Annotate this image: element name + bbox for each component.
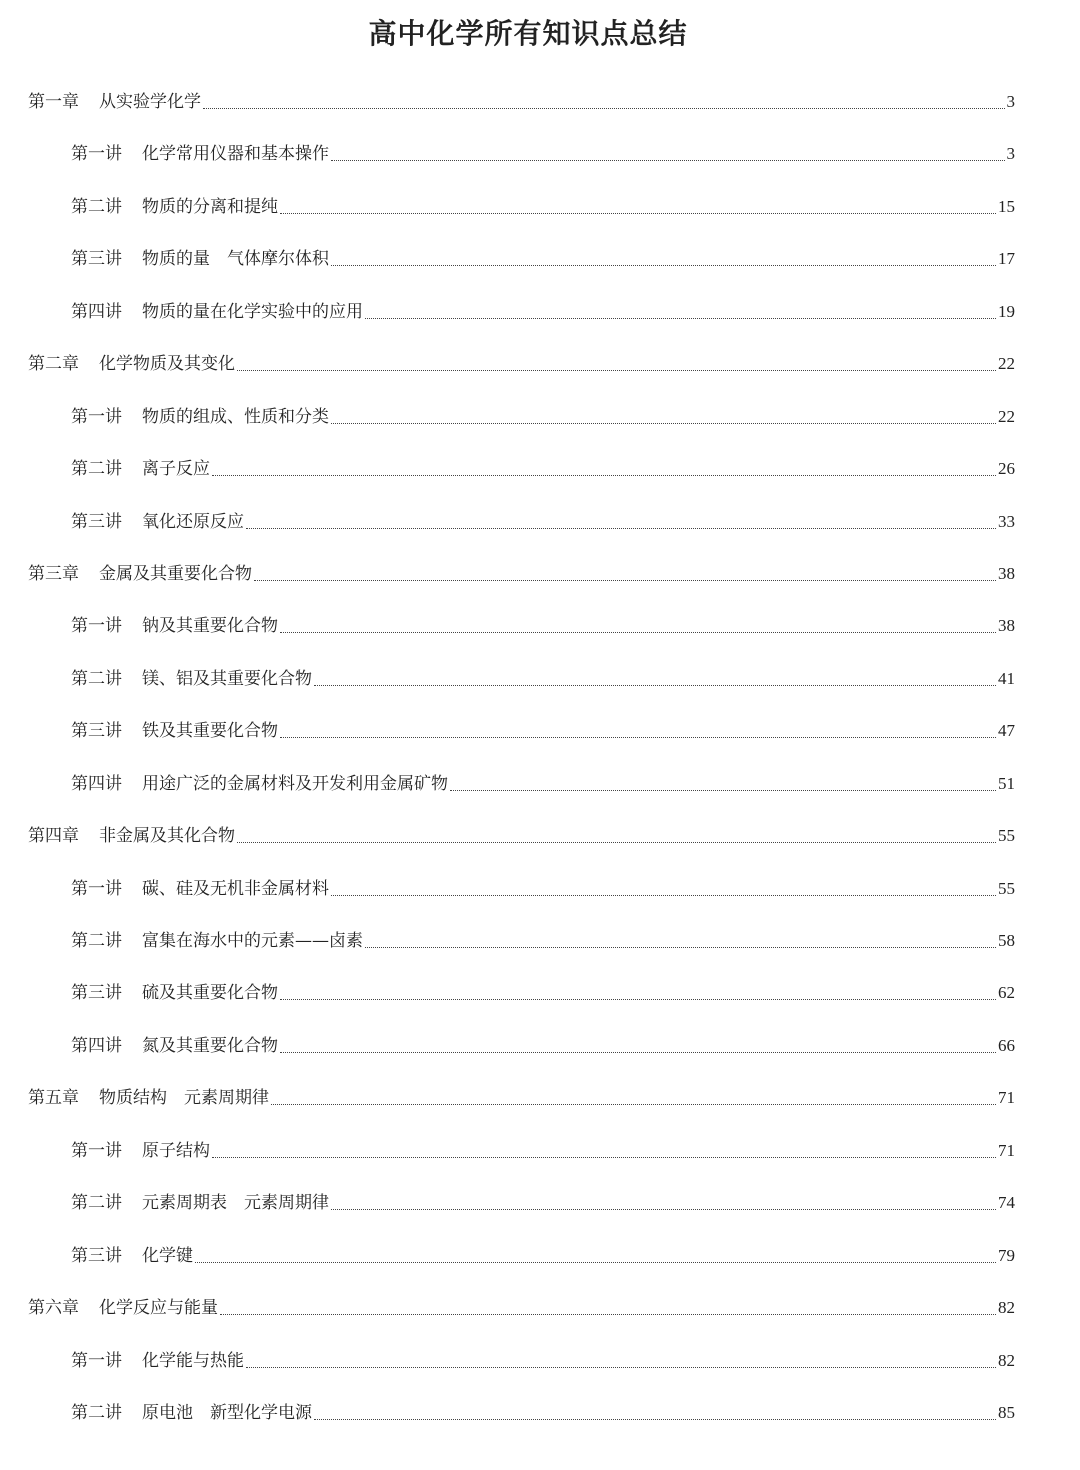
- dot-leader: [280, 612, 996, 633]
- toc-entry-lecture[interactable]: [0, 1032, 1080, 1084]
- entry-title: 硫及其重要化合物: [142, 983, 278, 1004]
- toc-entry-lecture[interactable]: [0, 245, 1080, 297]
- entry-number: 第三章: [28, 563, 79, 584]
- document-title: 高中化学所有知识点总结: [368, 17, 688, 50]
- dot-leader: [237, 350, 996, 371]
- entry-title: 离子反应: [142, 459, 210, 480]
- entry-number: 第三讲: [71, 249, 122, 270]
- page-number: 85: [998, 1402, 1015, 1422]
- toc-entry-lecture[interactable]: [0, 403, 1080, 455]
- entry-number: 第二讲: [71, 668, 122, 689]
- entry-title: 化学常用仪器和基本操作: [142, 144, 329, 165]
- entry-number: 第四章: [28, 826, 79, 847]
- page-number: 22: [998, 406, 1015, 426]
- toc-entry-lecture[interactable]: [0, 770, 1080, 822]
- entry-number: 第一讲: [71, 144, 122, 165]
- entry-title: 富集在海水中的元素——卤素: [142, 931, 363, 951]
- entry-title: 化学键: [142, 1245, 193, 1266]
- entry-number: 第一讲: [71, 878, 122, 899]
- entry-title: 物质的量 气体摩尔体积: [142, 249, 329, 270]
- entry-number: 第二讲: [71, 459, 122, 480]
- entry-title: 金属及其重要化合物: [99, 563, 252, 584]
- toc-entry-lecture[interactable]: [0, 140, 1080, 192]
- entry-number: 第一讲: [71, 1350, 122, 1371]
- page-number: 66: [998, 1035, 1015, 1055]
- entry-number: 第三讲: [71, 1245, 122, 1266]
- entry-title: 非金属及其化合物: [99, 826, 235, 847]
- page-number: 62: [998, 983, 1015, 1003]
- entry-number: 第三讲: [71, 983, 122, 1004]
- entry-number: 第五章: [28, 1088, 79, 1109]
- dot-leader: [365, 927, 996, 948]
- entry-title: 铁及其重要化合物: [142, 721, 278, 742]
- page-number: 82: [998, 1350, 1015, 1370]
- entry-title: 氧化还原反应: [142, 511, 244, 532]
- dot-leader: [246, 508, 996, 529]
- toc-entry-chapter[interactable]: [0, 88, 1080, 140]
- page-number: 3: [1006, 92, 1015, 111]
- toc-entry-chapter[interactable]: [0, 822, 1080, 874]
- page-number: 17: [998, 249, 1015, 269]
- toc-entry-lecture[interactable]: [0, 1242, 1080, 1294]
- dot-leader: [195, 1242, 996, 1263]
- dot-leader: [220, 1294, 996, 1315]
- dot-leader: [271, 1084, 996, 1105]
- table-of-contents: [0, 88, 1080, 1451]
- entry-title: 氮及其重要化合物: [142, 1035, 278, 1056]
- toc-entry-lecture[interactable]: [0, 193, 1080, 245]
- entry-number: 第二讲: [71, 1402, 122, 1423]
- entry-title: 钠及其重要化合物: [142, 616, 278, 637]
- page-number: 22: [998, 354, 1015, 374]
- toc-entry-lecture[interactable]: [0, 455, 1080, 507]
- toc-entry-chapter[interactable]: [0, 1294, 1080, 1346]
- entry-number: 第二章: [28, 354, 79, 375]
- entry-title: 用途广泛的金属材料及开发利用金属矿物: [142, 773, 448, 794]
- page-number: 47: [998, 721, 1015, 741]
- entry-number: 第四讲: [71, 1035, 122, 1056]
- entry-number: 第四讲: [71, 773, 122, 794]
- page-number: 71: [998, 1088, 1015, 1108]
- entry-title: 镁、铝及其重要化合物: [142, 668, 312, 689]
- toc-entry-chapter[interactable]: [0, 350, 1080, 402]
- dot-leader: [331, 403, 996, 424]
- toc-entry-lecture[interactable]: [0, 717, 1080, 769]
- toc-entry-lecture[interactable]: [0, 612, 1080, 664]
- toc-entry-lecture[interactable]: [0, 665, 1080, 717]
- page-number: 71: [998, 1140, 1015, 1160]
- toc-entry-lecture[interactable]: [0, 508, 1080, 560]
- page-number: 38: [998, 616, 1015, 636]
- entry-number: 第二讲: [71, 931, 122, 951]
- entry-title: 物质的分离和提纯: [142, 196, 278, 217]
- dot-leader: [237, 822, 996, 843]
- entry-number: 第一讲: [71, 406, 122, 427]
- toc-entry-lecture[interactable]: [0, 1189, 1080, 1241]
- entry-title: 物质的组成、性质和分类: [142, 406, 329, 427]
- entry-title: 化学能与热能: [142, 1350, 244, 1371]
- page-number: 55: [998, 826, 1015, 846]
- page-number: 41: [998, 668, 1015, 688]
- dot-leader: [331, 1189, 996, 1210]
- page-number: 79: [998, 1245, 1015, 1265]
- dot-leader: [212, 455, 996, 476]
- dot-leader: [212, 1137, 996, 1158]
- toc-entry-lecture[interactable]: [0, 927, 1080, 979]
- toc-entry-lecture[interactable]: [0, 1347, 1080, 1399]
- entry-title: 物质结构 元素周期律: [99, 1088, 269, 1109]
- entry-number: 第三讲: [71, 511, 122, 532]
- dot-leader: [331, 245, 996, 266]
- dot-leader: [280, 193, 996, 214]
- page-number: 51: [998, 773, 1015, 793]
- entry-number: 第一讲: [71, 1140, 122, 1161]
- entry-number: 第一讲: [71, 616, 122, 637]
- entry-title: 化学反应与能量: [99, 1298, 218, 1319]
- entry-title: 原子结构: [142, 1140, 210, 1161]
- entry-number: 第三讲: [71, 721, 122, 742]
- entry-number: 第二讲: [71, 196, 122, 217]
- entry-number: 第四讲: [71, 301, 122, 322]
- page-number: 15: [998, 196, 1015, 216]
- page-number: 38: [998, 563, 1015, 583]
- page-number: 19: [998, 301, 1015, 321]
- entry-title: 从实验学化学: [99, 92, 201, 112]
- entry-title: 碳、硅及无机非金属材料: [142, 878, 329, 899]
- entry-number: 第一章: [28, 92, 79, 112]
- dot-leader: [331, 875, 996, 896]
- toc-entry-lecture[interactable]: [0, 875, 1080, 927]
- dot-leader: [280, 979, 996, 1000]
- entry-number: 第六章: [28, 1298, 79, 1319]
- toc-entry-lecture[interactable]: [0, 979, 1080, 1031]
- toc-entry-chapter[interactable]: [0, 560, 1080, 612]
- dot-leader: [314, 665, 996, 686]
- page-number: 3: [1006, 144, 1015, 164]
- dot-leader: [365, 298, 996, 319]
- dot-leader: [246, 1347, 996, 1368]
- dot-leader: [203, 88, 1005, 109]
- dot-leader: [280, 1032, 996, 1053]
- page-number: 26: [998, 459, 1015, 479]
- dot-leader: [331, 140, 1005, 161]
- entry-title: 元素周期表 元素周期律: [142, 1193, 329, 1214]
- page-number: 33: [998, 511, 1015, 531]
- entry-number: 第二讲: [71, 1193, 122, 1214]
- dot-leader: [314, 1399, 996, 1420]
- entry-title: 物质的量在化学实验中的应用: [142, 301, 363, 322]
- page-number: 58: [998, 931, 1015, 950]
- entry-title: 原电池 新型化学电源: [142, 1402, 312, 1423]
- page-number: 55: [998, 878, 1015, 898]
- toc-entry-lecture[interactable]: [0, 1137, 1080, 1189]
- entry-title: 化学物质及其变化: [99, 354, 235, 375]
- toc-entry-lecture[interactable]: [0, 298, 1080, 350]
- page-number: 82: [998, 1298, 1015, 1318]
- dot-leader: [254, 560, 996, 581]
- page-number: 74: [998, 1193, 1015, 1213]
- dot-leader: [450, 770, 996, 791]
- toc-entry-chapter[interactable]: [0, 1084, 1080, 1136]
- dot-leader: [280, 717, 996, 738]
- toc-entry-lecture[interactable]: [0, 1399, 1080, 1451]
